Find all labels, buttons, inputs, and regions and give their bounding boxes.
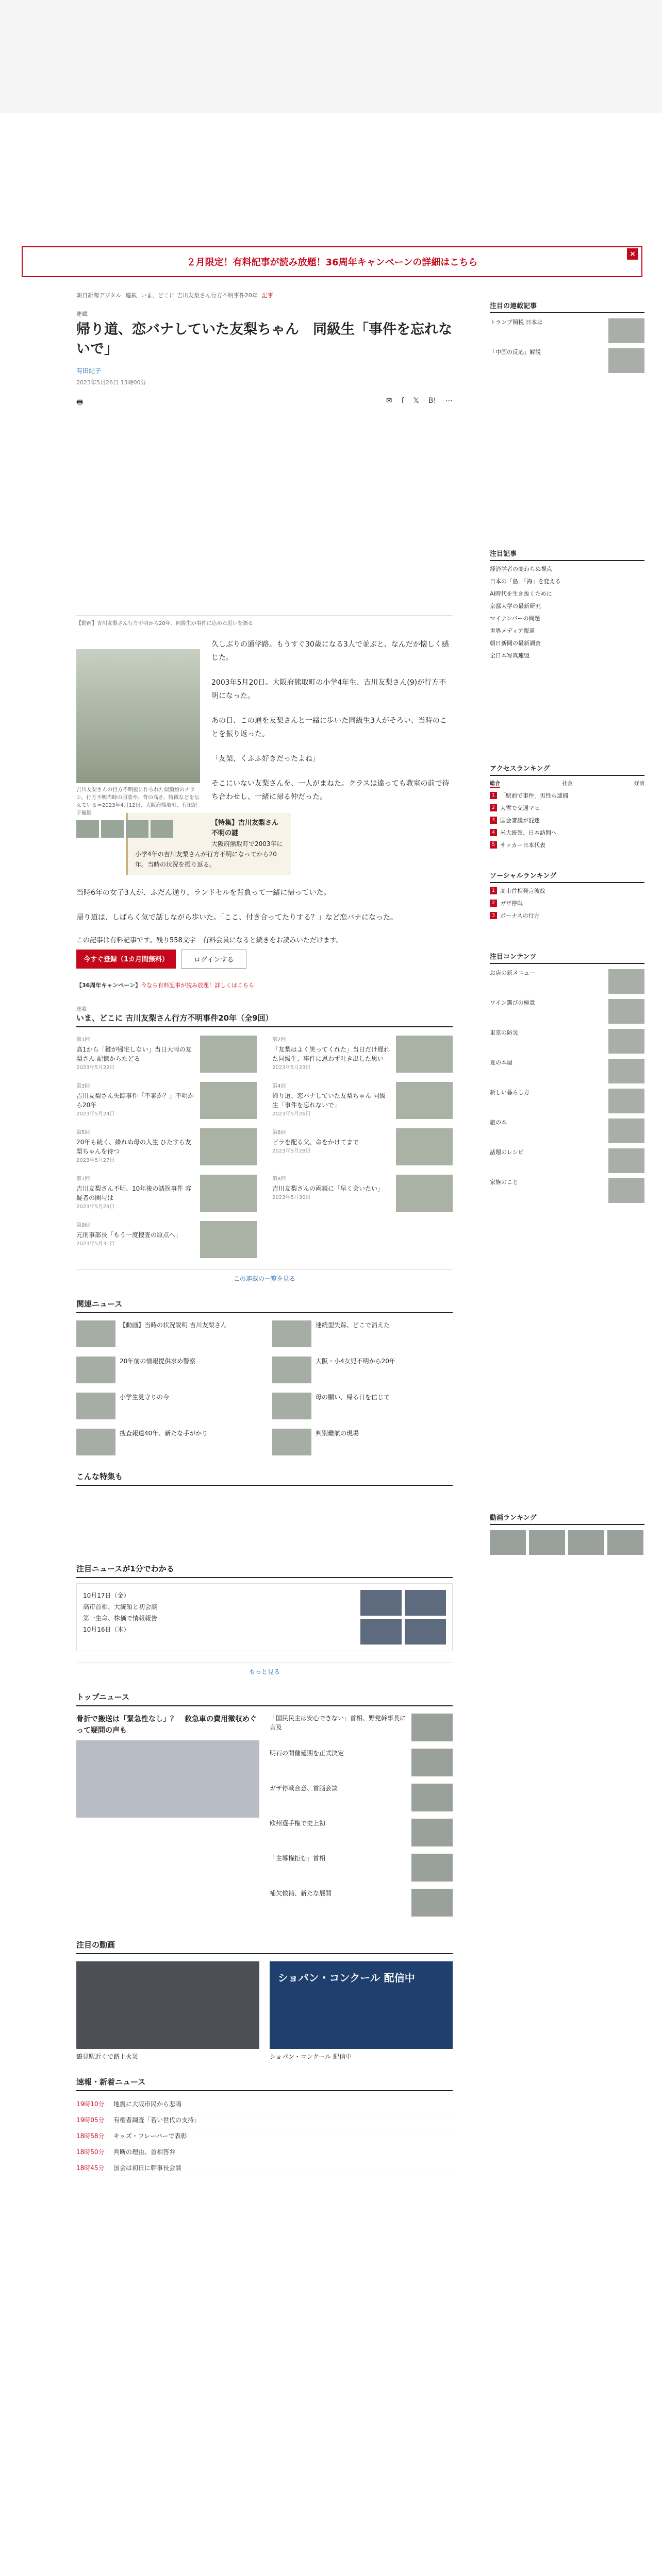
content-thumbnail[interactable] [608, 1029, 644, 1054]
trend-section [76, 1563, 453, 1676]
breadcrumb-item: 記事 [261, 292, 273, 299]
paragraph: そこにいない友梨さんを、一人がまねた。クラスは違っても教室の前で待ち合わせし、一緒に帰る仲だった。 [211, 779, 450, 801]
related-item[interactable] [76, 1429, 257, 1455]
trend-thumbnail[interactable] [405, 1619, 446, 1645]
ranking-title[interactable]: 「駅前で事件」男性ら逮捕 [500, 792, 568, 799]
video-thumbnail[interactable] [529, 1530, 565, 1555]
series-item-title[interactable]: 元刑事部長「もう一度捜査の原点へ」 [76, 1231, 182, 1239]
sidebar-link[interactable]: 経済学者の変わらぬ視点 [490, 566, 552, 572]
news-time: 18時50分 [76, 2148, 105, 2156]
campaign-promo [76, 981, 453, 989]
sidebar-social-block [490, 870, 644, 920]
video-section [76, 1961, 453, 2061]
content-item[interactable] [490, 999, 644, 1024]
series-no: 第3回 [76, 1083, 90, 1089]
related-title[interactable]: 母の願い、帰る日を信じて [316, 1394, 390, 1401]
news-row[interactable] [76, 2128, 453, 2144]
top-thumbnail[interactable] [411, 1784, 453, 1811]
content-item[interactable] [490, 1118, 644, 1143]
sidebar-thumbnail[interactable] [608, 318, 644, 343]
news-row[interactable] [76, 2112, 453, 2128]
sidebar-link[interactable]: 朝日新聞の最新調査 [490, 640, 541, 647]
thumbnail[interactable] [101, 820, 124, 838]
top-lead-image[interactable] [76, 1740, 259, 1818]
top-item[interactable] [270, 1714, 453, 1741]
sidebar-content-block [490, 951, 644, 1203]
content-title[interactable]: 東京の防災 [490, 1029, 518, 1036]
top-item[interactable] [270, 1819, 453, 1846]
related-item[interactable] [272, 1320, 453, 1347]
sidebar-heading: 動画ランキング [490, 1514, 537, 1522]
article-photo[interactable] [76, 649, 200, 783]
rank-number: 1 [490, 792, 497, 799]
top-item[interactable] [270, 1784, 453, 1811]
sidebar-video-ranking [490, 1512, 644, 1555]
related-thumbnail[interactable] [272, 1429, 311, 1455]
series-heading [76, 1005, 453, 1027]
sidebar-ranking-block [490, 763, 644, 850]
subscribe-button[interactable]: 今すぐ登録（1カ月間無料） [76, 950, 176, 969]
ranking-item[interactable] [490, 804, 644, 812]
top-thumbnail[interactable] [411, 1749, 453, 1776]
series-date: 2023年5月31日 [76, 1241, 115, 1247]
facebook-icon[interactable]: f [401, 397, 404, 405]
content-title[interactable]: 家族のこと [490, 1179, 518, 1185]
series-no: 第4回 [272, 1083, 286, 1089]
series-date: 2023年5月23日 [272, 1065, 311, 1071]
related-thumbnail[interactable] [76, 1320, 115, 1347]
content-thumbnail[interactable] [608, 999, 644, 1024]
paragraph: 「友梨、くふふ好きだったよね」 [211, 755, 320, 763]
series-item[interactable] [76, 1082, 257, 1119]
breadcrumb-item[interactable]: 朝日新聞デジタル [76, 292, 122, 299]
video-caption[interactable]: ショパン・コンクール 配信中 [270, 2053, 352, 2060]
series-list [76, 1036, 453, 1258]
news-title[interactable]: 有権者調査「若い世代の支持」 [113, 2116, 201, 2124]
series-date: 2023年5月22日 [76, 1065, 115, 1071]
special-heading: こんな特集も [76, 1471, 453, 1486]
photo-thumbnails [76, 820, 200, 838]
top-item-title[interactable]: ガザ停戦合意、首脳会談 [270, 1785, 338, 1792]
series-item-title[interactable]: 吉川友梨さん不明、10年後の誘拐事件 容疑者の関与は [76, 1185, 192, 1201]
series-thumbnail[interactable] [200, 1082, 257, 1119]
content-item[interactable] [490, 969, 644, 994]
paragraph: 2003年5月20日。大阪府熊取町の小学4年生、吉川友梨さん(9)が行方不明になった。 [211, 679, 446, 700]
top-thumbnail[interactable] [411, 1889, 453, 1917]
article-title: 帰り道、恋バナしていた友梨ちゃん 同級生「事件を忘れないで」 [76, 321, 452, 357]
series-item-title[interactable]: ビラを配る父、命をかけてまで [272, 1139, 359, 1146]
related-title[interactable]: 小学生見守りの今 [120, 1394, 170, 1401]
content-title[interactable]: 新しい暮らし方 [490, 1089, 529, 1096]
related-thumbnail[interactable] [76, 1357, 115, 1383]
news-time: 19時05分 [76, 2116, 105, 2124]
paragraph: 当時6年の女子3人が、ふだん通り、ランドセルを背負って一緒に帰っていた。 [76, 889, 331, 897]
rank-number: 2 [490, 900, 497, 907]
video-player[interactable]: ショパン・コンクール 配信中 [270, 1961, 453, 2049]
content-title[interactable]: 話題のレシピ [490, 1149, 524, 1156]
tab-society[interactable]: 社会 [562, 781, 572, 787]
series-thumbnail[interactable] [200, 1036, 257, 1073]
series-item-title[interactable]: 「友梨はよく笑ってくれた」当日だけ遅れた同級生、事件に思わず吐き出した思い [272, 1046, 390, 1062]
thumbnail[interactable] [76, 820, 99, 838]
content-thumbnail[interactable] [608, 1178, 644, 1203]
breadcrumb-item[interactable]: いま、どこに 吉川友梨さん行方不明事件20年 [141, 292, 258, 299]
related-item[interactable] [76, 1357, 257, 1383]
thumbnail[interactable] [126, 820, 148, 838]
content-item[interactable] [490, 1148, 644, 1173]
series-item[interactable] [272, 1175, 453, 1212]
ranking-item[interactable] [490, 912, 644, 920]
related-thumbnail[interactable] [272, 1393, 311, 1419]
video-caption: 【動画】吉川友梨さん行方不明から20年、同級生が事件に込めた思いを語る [76, 615, 453, 626]
ranking-title[interactable]: サッカー日本代表 [500, 842, 545, 849]
news-title[interactable]: 地震に大阪市民から悲鳴 [113, 2100, 182, 2108]
series-no: 第1回 [76, 1037, 90, 1043]
series-item[interactable] [272, 1128, 453, 1165]
content-item[interactable] [490, 1089, 644, 1113]
sidebar-heading: 注目記事 [490, 550, 517, 558]
content-title[interactable]: 夏の本屋 [490, 1059, 512, 1066]
series-no: 第7回 [76, 1176, 90, 1182]
publish-date: 2023年5月26日 13時00分 [76, 379, 146, 386]
x-icon[interactable]: 𝕏 [413, 397, 419, 405]
related-thumbnail[interactable] [76, 1393, 115, 1419]
trend-item[interactable]: 第一生命、株価で情報報告 [83, 1615, 158, 1622]
news-time: 19時10分 [76, 2100, 105, 2108]
top-header-area [0, 0, 662, 113]
campaign-banner[interactable] [22, 246, 642, 277]
series-title[interactable]: いま、どこに 吉川友梨さん行方不明事件20年（全9回） [76, 1013, 273, 1023]
login-button[interactable]: ログインする [181, 950, 246, 969]
breaking-news-heading: 速報・新着ニュース [76, 2076, 453, 2091]
sidebar-item-title[interactable]: 「中国の反応」解説 [490, 349, 541, 355]
related-item[interactable] [272, 1357, 453, 1383]
top-item-title[interactable]: 明石の開催延期を正式決定 [270, 1750, 344, 1757]
top-item[interactable] [270, 1854, 453, 1882]
rank-number: 1 [490, 887, 497, 894]
series-item-title[interactable]: 高1から「鍵が帰宅しない」当日大雨の友梨さん 記憶からたどる [76, 1046, 192, 1062]
news-row[interactable] [76, 2096, 453, 2112]
series-thumbnail[interactable] [396, 1128, 453, 1165]
content-thumbnail[interactable] [608, 969, 644, 994]
news-time: 18時58分 [76, 2132, 105, 2140]
video-thumbnail[interactable] [607, 1530, 643, 1555]
trend-thumbnail[interactable] [360, 1590, 402, 1616]
trend-thumbnail[interactable] [405, 1590, 446, 1616]
series-no: 第5回 [76, 1130, 90, 1136]
trend-date: 10月16日（木） [83, 1626, 130, 1633]
sidebar-link[interactable]: マイナンバーの問題 [490, 615, 540, 622]
top-thumbnail[interactable] [411, 1819, 453, 1846]
news-title[interactable]: 国会は初日に幹事長会談 [113, 2164, 182, 2172]
series-no: 第8回 [272, 1176, 286, 1182]
related-item[interactable] [76, 1393, 257, 1419]
sidebar-item[interactable] [490, 318, 644, 343]
related-item[interactable] [272, 1393, 453, 1419]
breadcrumb [76, 291, 453, 299]
news-row[interactable] [76, 2144, 453, 2160]
top-item[interactable] [270, 1749, 453, 1776]
top-lead-title[interactable]: 骨折で搬送は「緊急性なし」？ 救急車の費用徴収めぐって疑問の声も [76, 1715, 257, 1735]
breaking-news-list [76, 2096, 453, 2176]
content-thumbnail[interactable] [608, 1059, 644, 1083]
video-heading: 注目の動画 [76, 1939, 453, 1954]
sidebar-heading: 注目コンテンツ [490, 953, 537, 961]
video-caption[interactable]: 鶴見駅近くで路上火災 [76, 2053, 139, 2060]
series-item-title[interactable]: 帰り道、恋バナしていた友梨ちゃん 同級生「事件を忘れないで」 [272, 1092, 386, 1109]
ad-slot [76, 1496, 453, 1543]
paragraph: 帰り道は、しばらく気で話しながら歩いた。「ここ、付き合ってたりする？」など恋バナになった。 [76, 913, 398, 922]
sidebar-featured-block [490, 548, 644, 660]
top-news-heading: トップニュース [76, 1691, 453, 1706]
top-thumbnail[interactable] [411, 1854, 453, 1882]
series-thumbnail[interactable] [396, 1175, 453, 1212]
series-no: 第2回 [272, 1037, 286, 1043]
related-title[interactable]: 【動画】当時の状況説明 吉川友梨さん [120, 1321, 227, 1329]
article-main [76, 291, 453, 2176]
paragraph: あの日、この通を友梨さんと一緒に歩いた同級生3人がそろい、当時のことを振り返った。 [211, 717, 447, 738]
article-tools [76, 397, 453, 409]
video-thumbnail[interactable] [568, 1530, 604, 1555]
series-date: 2023年5月26日 [272, 1111, 311, 1117]
top-news [76, 1714, 453, 1924]
sidebar-heading: ソーシャルランキング [490, 872, 557, 880]
feature-title[interactable]: 【特集】吉川友梨さん不明の謎 [211, 819, 279, 837]
sidebar-item[interactable] [490, 348, 644, 373]
ranking-item[interactable] [490, 887, 644, 895]
tab-economy[interactable]: 経済 [634, 781, 644, 787]
promo-link[interactable]: 今なら有料記事が読み放題！詳しくはこちら [141, 982, 255, 989]
author-link[interactable]: 有田紀子 [76, 367, 102, 375]
series-date: 2023年5月27日 [76, 1158, 115, 1163]
top-item-title[interactable]: 補欠候補、新たな展開 [270, 1890, 332, 1897]
series-more-link[interactable]: この連載の一覧を見る [76, 1269, 453, 1283]
series-item[interactable] [272, 1036, 453, 1073]
top-item-title[interactable]: 欧州選手権で史上初 [270, 1820, 326, 1827]
trend-date: 10月17日（金） [83, 1592, 130, 1599]
series-item[interactable] [76, 1036, 257, 1073]
rank-number: 4 [490, 829, 497, 836]
ranking-item[interactable] [490, 792, 644, 800]
tab-all[interactable]: 総合 [490, 779, 500, 788]
breadcrumb-item[interactable]: 連載 [125, 292, 137, 299]
content-thumbnail[interactable] [608, 1148, 644, 1173]
sidebar-thumbnail[interactable] [608, 348, 644, 373]
related-heading: 関連ニュース [76, 1298, 453, 1313]
related-title[interactable]: 捜査報道40年、新たな手がかり [120, 1430, 208, 1437]
content-item[interactable] [490, 1029, 644, 1054]
news-row[interactable] [76, 2160, 453, 2176]
series-thumbnail[interactable] [200, 1221, 257, 1258]
sidebar-link[interactable]: 全日本写真連盟 [490, 652, 529, 659]
print-icon[interactable]: 🖶 [76, 398, 84, 406]
ranking-item[interactable] [490, 817, 644, 825]
close-icon[interactable]: × [627, 248, 638, 260]
related-thumbnail[interactable] [272, 1320, 311, 1347]
video-player[interactable] [76, 1961, 259, 2049]
sidebar-link[interactable]: 日本の「島」「海」を変える [490, 578, 561, 585]
sidebar-link[interactable]: 世界メディア報道 [490, 628, 535, 634]
article-kicker: 連載 [76, 311, 88, 317]
series-kicker: 連載 [76, 1007, 87, 1012]
sidebar-item-title[interactable]: トランプ関税 日本は [490, 319, 543, 326]
series-date: 2023年5月24日 [76, 1111, 115, 1117]
ranking-title[interactable]: 国会審議が混迷 [500, 817, 540, 824]
series-thumbnail[interactable] [396, 1082, 453, 1119]
news-title[interactable]: 判断の理由、首相答弁 [113, 2148, 176, 2156]
content-thumbnail[interactable] [608, 1089, 644, 1113]
content-title[interactable]: 旅の本 [490, 1119, 507, 1126]
trend-thumbnail[interactable] [360, 1619, 402, 1645]
related-list [76, 1320, 453, 1455]
ranking-title[interactable]: 大雪で交通マヒ [500, 805, 540, 811]
trend-item[interactable]: 高市首相、大統領と初会談 [83, 1603, 158, 1611]
top-item-title[interactable]: 「主導権拒む」首相 [270, 1855, 326, 1862]
sidebar [490, 291, 644, 1555]
paywall-lead: この記事は有料記事です。残り558文字 有料会員になると続きをお読みいただけます。 [76, 937, 343, 944]
more-icon[interactable]: ⋯ [445, 397, 453, 405]
rank-number: 3 [490, 912, 497, 919]
rank-number: 3 [490, 817, 497, 824]
related-title[interactable]: 20年前の情報提供求め警察 [120, 1358, 196, 1365]
ranking-item[interactable] [490, 829, 644, 837]
series-date: 2023年5月30日 [272, 1195, 311, 1200]
trend-more-link[interactable]: もっと見る [76, 1663, 453, 1676]
thumbnail[interactable] [151, 820, 173, 838]
rank-number: 5 [490, 841, 497, 849]
video-thumbnail[interactable] [490, 1530, 526, 1555]
trend-heading: 注目ニュースが1分でわかる [76, 1563, 453, 1578]
paragraph: 久しぶりの通学路。もうすぐ30歳になる3人で並ぶと、なんだか懐しく感じた。 [211, 640, 449, 662]
sidebar-heading: 注目の連載記事 [490, 302, 537, 310]
content-item[interactable] [490, 1059, 644, 1083]
video-carousel [490, 1530, 644, 1555]
rank-number: 2 [490, 804, 497, 811]
related-thumbnail[interactable] [272, 1357, 311, 1383]
hatena-icon[interactable]: B! [428, 397, 436, 405]
series-item[interactable] [76, 1128, 257, 1165]
paywall [76, 935, 453, 969]
article-figure [76, 649, 200, 838]
related-title[interactable]: 判別難航の現場 [316, 1430, 359, 1437]
sidebar-link[interactable]: 京都大学の最新研究 [490, 603, 541, 609]
mail-icon[interactable]: ✉ [386, 397, 392, 405]
photo-caption: 吉川友梨さんの行方不明後に作られた似顔絵のチラシ。行方不明当時の服装や、背の高さ、特徴などを伝えている＝2023年4月12日、大阪府熊取町、有田紀子撮影 [76, 787, 200, 816]
ranking-title[interactable]: ボーナスの行方 [500, 912, 540, 919]
related-title[interactable]: 連続型失踪、どこで消えた [316, 1321, 390, 1329]
sidebar-heading: アクセスランキング [490, 765, 550, 773]
related-item[interactable] [272, 1429, 453, 1455]
ranking-title[interactable]: ガザ停戦 [500, 900, 523, 907]
ranking-tabs [490, 779, 644, 788]
series-item-title[interactable]: 吉川友梨さんの両親に「早く会いたい」 [272, 1185, 384, 1192]
series-thumbnail[interactable] [200, 1128, 257, 1165]
series-item-title[interactable]: 20年も続く、繰れぬ母の人生 ひたすら友梨ちゃんを待つ [76, 1139, 191, 1155]
news-title[interactable]: キッズ・フレーバーで表彰 [113, 2132, 187, 2140]
series-date: 2023年5月28日 [272, 1148, 311, 1154]
related-item[interactable] [76, 1320, 257, 1347]
related-title[interactable]: 大阪・小4女児不明から20年 [316, 1358, 395, 1365]
series-item[interactable] [76, 1221, 257, 1258]
trend-card[interactable] [76, 1583, 453, 1651]
banner-text[interactable]: ２月限定！有料記事が読み放題！36周年キャンペーンの詳細はこちら [186, 257, 478, 268]
content-title[interactable]: ワイン選びの極意 [490, 999, 535, 1006]
news-time: 18時45分 [76, 2164, 105, 2172]
top-thumbnail[interactable] [411, 1714, 453, 1741]
top-item-title[interactable]: 「国民民主は安心できない」首相、野党幹事長に言及 [270, 1715, 406, 1731]
series-item[interactable] [272, 1082, 453, 1119]
series-item-title[interactable]: 吉川友梨さん失踪事件「不審か？」不明から20年 [76, 1092, 194, 1109]
series-no: 第9回 [76, 1223, 90, 1228]
related-thumbnail[interactable] [76, 1429, 115, 1455]
content-title[interactable]: お店の新メニュー [490, 970, 535, 976]
series-item[interactable] [76, 1175, 257, 1212]
top-item[interactable] [270, 1889, 453, 1917]
series-date: 2023年5月29日 [76, 1204, 115, 1210]
series-no: 第6回 [272, 1130, 286, 1136]
feature-text: 大阪府熊取町で2003年に小学4年の吉川友梨さんが行方不明になってから20年。当時の状況を振り返る。 [135, 840, 283, 868]
article-body [76, 638, 453, 924]
series-thumbnail[interactable] [396, 1036, 453, 1073]
sidebar-serial-block [490, 300, 644, 373]
ranking-item[interactable] [490, 841, 644, 850]
content-item[interactable] [490, 1178, 644, 1203]
promo-prefix: 【36周年キャンペーン】 [76, 982, 141, 989]
sidebar-link[interactable]: AI時代を生き抜くために [490, 590, 552, 597]
content-thumbnail[interactable] [608, 1118, 644, 1143]
ranking-item[interactable] [490, 900, 644, 908]
ranking-title[interactable]: 高市首相発言波紋 [500, 888, 545, 894]
ranking-title[interactable]: 米大統領、日本訪問へ [500, 829, 557, 836]
series-thumbnail[interactable] [200, 1175, 257, 1212]
